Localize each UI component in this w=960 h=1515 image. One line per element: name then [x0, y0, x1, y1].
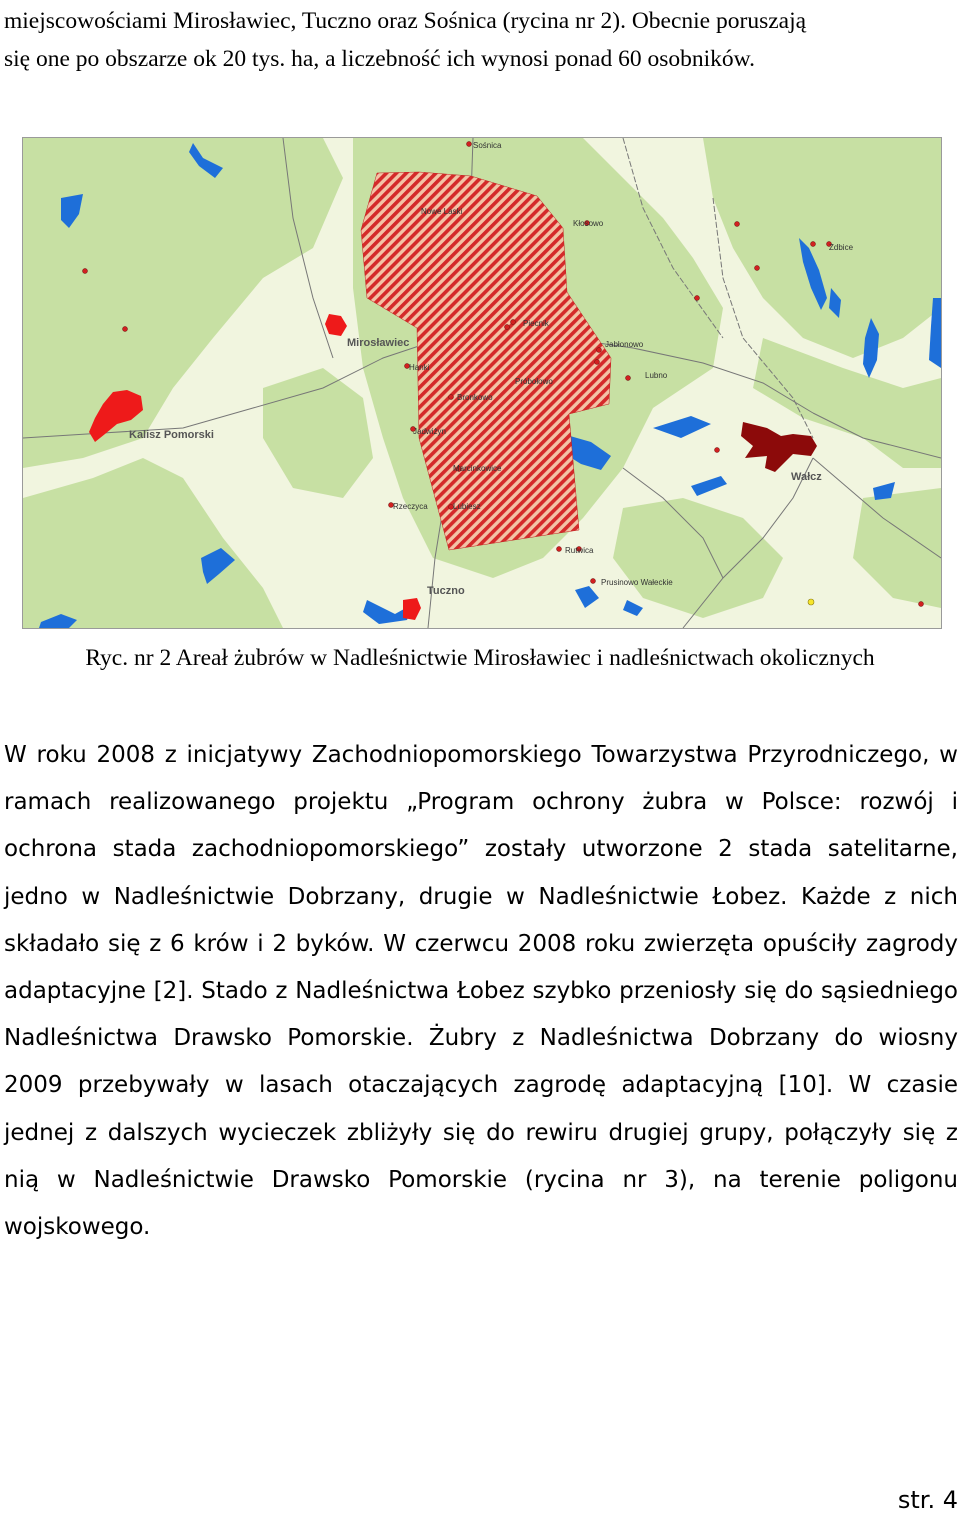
label-jadwizyn: Jadwiżyn [413, 427, 446, 436]
label-tuczno: Tuczno [427, 585, 465, 597]
label-walcz: Wałcz [791, 471, 822, 483]
label-kalisz-pomorski: Kalisz Pomorski [129, 429, 214, 441]
map-figure [22, 137, 942, 629]
label-bronkowo: Bronkowo [457, 393, 493, 402]
label-nowe-laski: Nowe Laski [421, 207, 463, 216]
figure-caption: Ryc. nr 2 Areał żubrów w Nadleśnictwie Mirosławiec i nadleśnictwach okolicznych [85, 645, 875, 671]
label-rzeczyca: Rzeczyca [393, 502, 428, 511]
label-prusinowo-waleckie: Prusinowo Wałeckie [601, 578, 673, 587]
yellow-marker [808, 599, 814, 605]
intro-line-1: miejscowościami Mirosławiec, Tuczno oraz Sośnica (rycina nr 2). Obecnie poruszają [4, 8, 807, 34]
label-miroslawiec: Mirosławiec [347, 337, 410, 349]
label-klosowo: Kłosowo [573, 219, 604, 228]
label-lubno: Lubno [645, 371, 668, 380]
label-hanki: Hanki [409, 363, 430, 372]
intro-line-2: się one po obszarze ok 20 tys. ha, a liczebność ich wynosi ponad 60 osobników. [4, 46, 755, 72]
label-marcinkowice: Marcinkowice [453, 464, 502, 473]
label-probolowo: Próbołowo [515, 377, 553, 386]
label-jablonowo: Jabłonowo [605, 340, 644, 349]
page-number: str. 4 [897, 1486, 958, 1514]
intro-text [4, 2, 958, 78]
label-zdbice: Zdbice [829, 243, 854, 252]
bison-range-map [23, 138, 941, 628]
label-piecnik: Piecnik [523, 319, 549, 328]
label-rutwica: Rutwica [565, 546, 594, 555]
label-lubiesz: Lubiesz [453, 502, 481, 511]
body-paragraph: W roku 2008 z inicjatywy Zachodniopomorskiego Towarzystwa Przyrodniczego, w ramach realizowanego projektu „Program ochrony żubra w Polsce: rozwój i ochrona stada zachodniopomorskiego” zostały utworzone 2 stada satelitarne, jedno w Nadleśnictwie Dobrzany, drugie w Nadleśnictwie Łobez. Każde z nich składało się z 6 krów i 2 byków. W czerwcu 2008 roku zwierzęta opuściły zagrody adaptacyjne [2]. Stado z Nadleśnictwa Łobez szybko przeniosły się do sąsiedniego Nadleśnictwa Drawsko Pomorskie. Żubry z Nadleśnictwa Dobrzany do wiosny 2009 przebywały w lasach otaczających zagrodę adaptacyjną [10]. W czasie jednej z dalszych wycieczek zbliżyły się do rewiru drugiej grupy, połączyły się z nią w Nadleśnictwie Drawsko Pomorskie (rycina nr 3), na terenie poligonu wojskowego. [4, 742, 958, 1241]
label-sosnica: Sośnica [473, 141, 502, 150]
